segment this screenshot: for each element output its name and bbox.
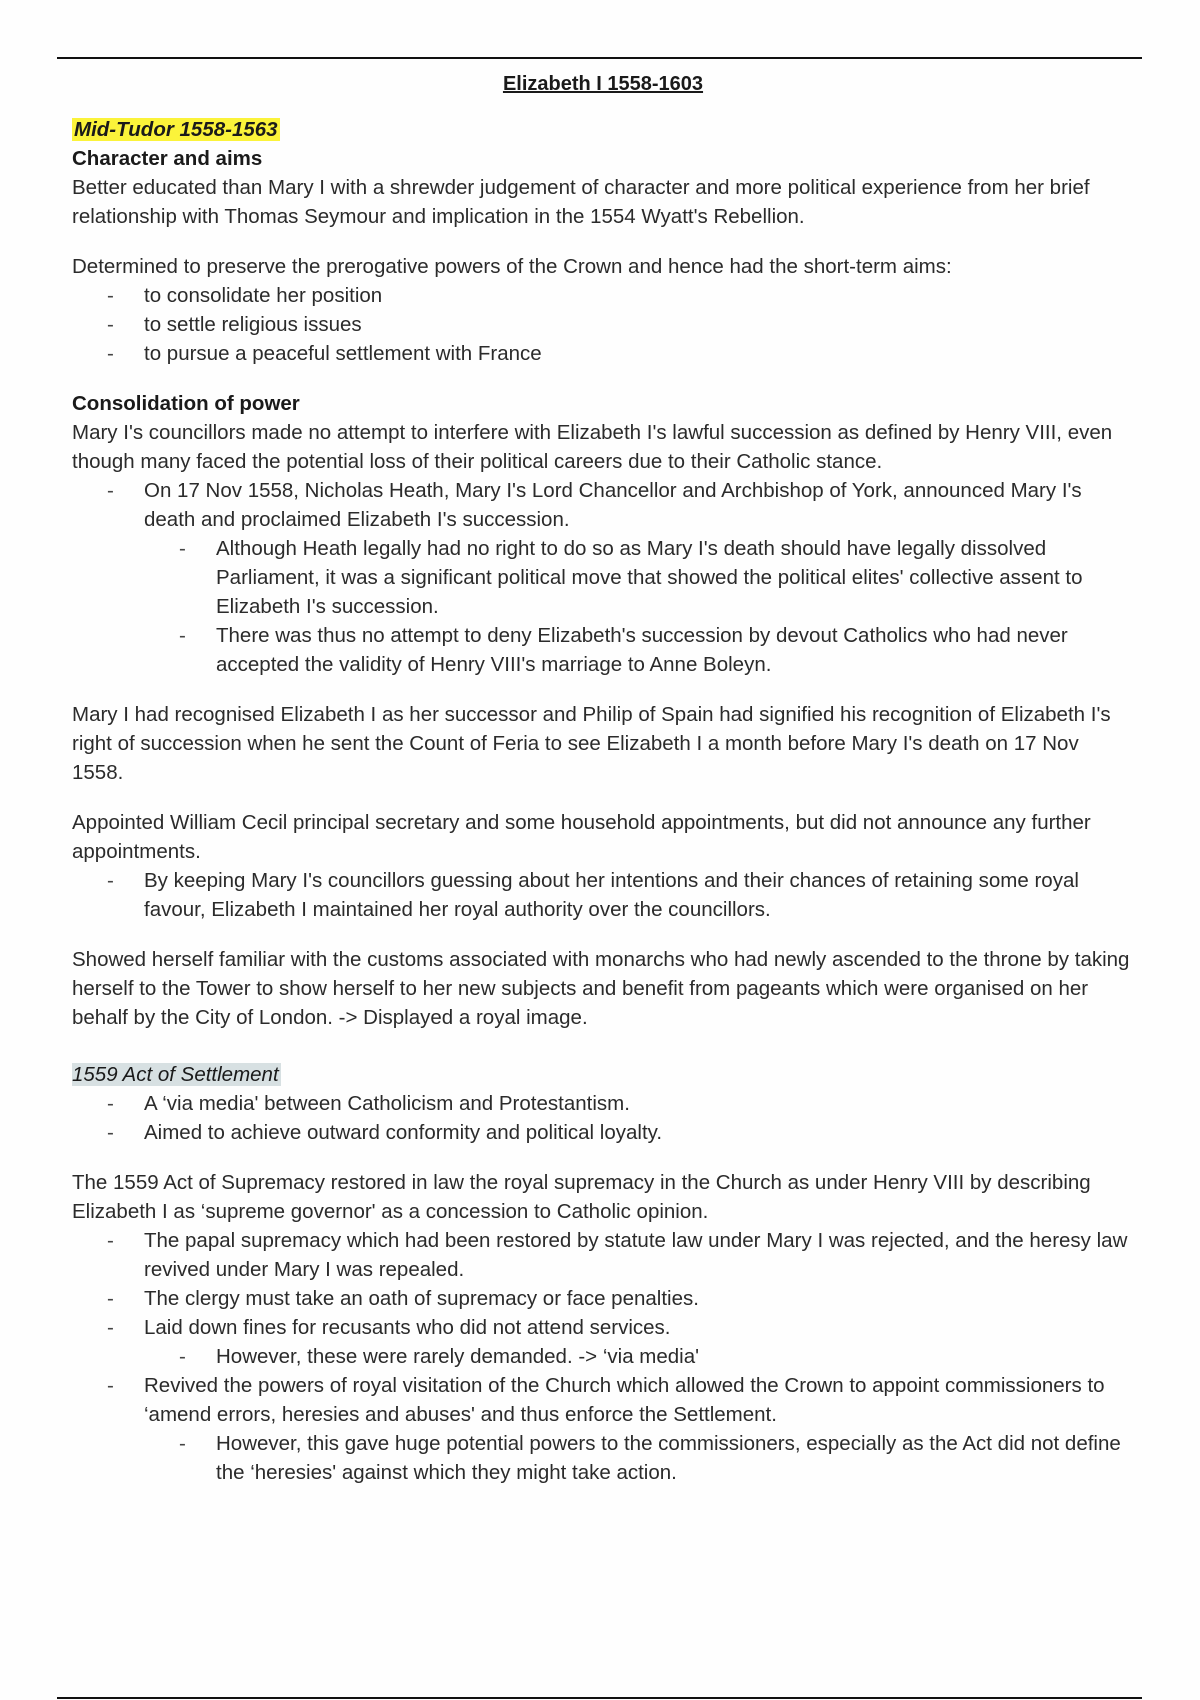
settlement-heading: 1559 Act of Settlement bbox=[72, 1063, 279, 1086]
supremacy-list bbox=[72, 1226, 1134, 1487]
mid-tudor-heading-line bbox=[72, 115, 1134, 144]
top-horizontal-rule bbox=[57, 57, 1142, 59]
supremacy-paragraph: The 1559 Act of Supremacy restored in law the royal supremacy in the Church as under Henry VIII by describing Elizabeth I as ‘supreme governor' as a concession to Catholic opinion. bbox=[72, 1171, 1091, 1223]
character-paragraph: Better educated than Mary I with a shrewder judgement of character and more political experience from her brief relationship with Thomas Seymour and implication in the 1554 Wyatt's Rebellion. bbox=[72, 176, 1090, 228]
cecil-paragraph: Appointed William Cecil principal secretary and some household appointments, but did not announce any further appointments. bbox=[72, 811, 1091, 863]
mid-tudor-heading: Mid-Tudor 1558-1563 bbox=[74, 118, 278, 141]
spacer bbox=[72, 368, 1134, 389]
heath-sub-bullet: - There was thus no attempt to deny Elizabeth's succession by devout Catholics who had never accepted the validity of Henry VIII's marriage to Anne Boleyn. bbox=[144, 621, 1134, 679]
customs-paragraph: Showed herself familiar with the customs associated with monarchs who had newly ascended to the throne by taking herself to the Tower to show herself to her new subjects and benefit from pageants which were organised on her behalf by the City of London. -> Displayed a royal image. bbox=[72, 948, 1130, 1029]
settlement-bullet: - Aimed to achieve outward conformity and political loyalty. bbox=[72, 1118, 1134, 1147]
visitation-sub-bullet: - However, this gave huge potential powers to the commissioners, especially as the Act did not define the ‘heresies' against which they might take action. bbox=[144, 1429, 1134, 1487]
supremacy-bullet: - The papal supremacy which had been restored by statute law under Mary I was rejected, and the heresy law revived under Mary I was repealed. bbox=[72, 1226, 1134, 1284]
fines-sub-list bbox=[144, 1342, 1134, 1371]
heath-bullet bbox=[72, 476, 1134, 679]
settlement-list bbox=[72, 1089, 1134, 1147]
consolidation-subheading: Consolidation of power bbox=[72, 392, 300, 415]
settlement-bullet: - A ‘via media' between Catholicism and Protestantism. bbox=[72, 1089, 1134, 1118]
aim-item: - to pursue a peaceful settlement with France bbox=[72, 339, 1134, 368]
heath-bullet-text: On 17 Nov 1558, Nicholas Heath, Mary I's Lord Chancellor and Archbishop of York, announced Mary I's death and proclaimed Elizabeth I's succession. bbox=[144, 479, 1082, 531]
councillors-paragraph: Mary I's councillors made no attempt to interfere with Elizabeth I's lawful succession as defined by Henry VIII, even though many faced the potential loss of their political careers due to their Catholic stance. bbox=[72, 421, 1113, 473]
spacer bbox=[72, 679, 1134, 700]
cecil-list bbox=[72, 866, 1134, 924]
spacer bbox=[72, 231, 1134, 252]
heath-list bbox=[72, 476, 1134, 679]
fines-sub-bullet: - However, these were rarely demanded. -> ‘via media' bbox=[144, 1342, 1134, 1371]
aims-list bbox=[72, 281, 1134, 368]
heath-sub-bullet: - Although Heath legally had no right to do so as Mary I's death should have legally dissolved Parliament, it was a significant political move that showed the political elites' collective assent to Elizabeth I's succession. bbox=[144, 534, 1134, 621]
spacer bbox=[72, 1032, 1134, 1060]
heath-sub-list bbox=[144, 534, 1134, 679]
visitation-sub-list bbox=[144, 1429, 1134, 1487]
character-aims-subheading: Character and aims bbox=[72, 147, 263, 170]
aim-item: - to settle religious issues bbox=[72, 310, 1134, 339]
bottom-horizontal-rule bbox=[57, 1697, 1142, 1699]
spacer bbox=[72, 924, 1134, 945]
spacer bbox=[72, 787, 1134, 808]
aim-item: - to consolidate her position bbox=[72, 281, 1134, 310]
supremacy-bullet-text: Laid down fines for recusants who did not attend services. bbox=[144, 1316, 671, 1339]
document-title: Elizabeth I 1558-1603 bbox=[502, 73, 704, 95]
spacer bbox=[72, 1147, 1134, 1168]
supremacy-bullet: - The clergy must take an oath of supremacy or face penalties. bbox=[72, 1284, 1134, 1313]
recognition-paragraph: Mary I had recognised Elizabeth I as her successor and Philip of Spain had signified his recognition of Elizabeth I's right of succession when he sent the Count of Feria to see Elizabeth I a month before Mary I's death on 17 Nov 1558. bbox=[72, 703, 1111, 784]
supremacy-bullet-text: Revived the powers of royal visitation of the Church which allowed the Crown to appoint commissioners to ‘amend errors, heresies and abuses' and thus enforce the Settlement. bbox=[144, 1374, 1105, 1426]
settlement-heading-line bbox=[72, 1060, 1134, 1089]
supremacy-bullet bbox=[72, 1313, 1134, 1371]
cecil-bullet: - By keeping Mary I's councillors guessing about her intentions and their chances of retaining some royal favour, Elizabeth I maintained her royal authority over the councillors. bbox=[72, 866, 1134, 924]
document-page bbox=[72, 70, 1134, 1487]
supremacy-bullet bbox=[72, 1371, 1134, 1487]
aims-intro-paragraph: Determined to preserve the prerogative powers of the Crown and hence had the short-term aims: bbox=[72, 255, 952, 278]
